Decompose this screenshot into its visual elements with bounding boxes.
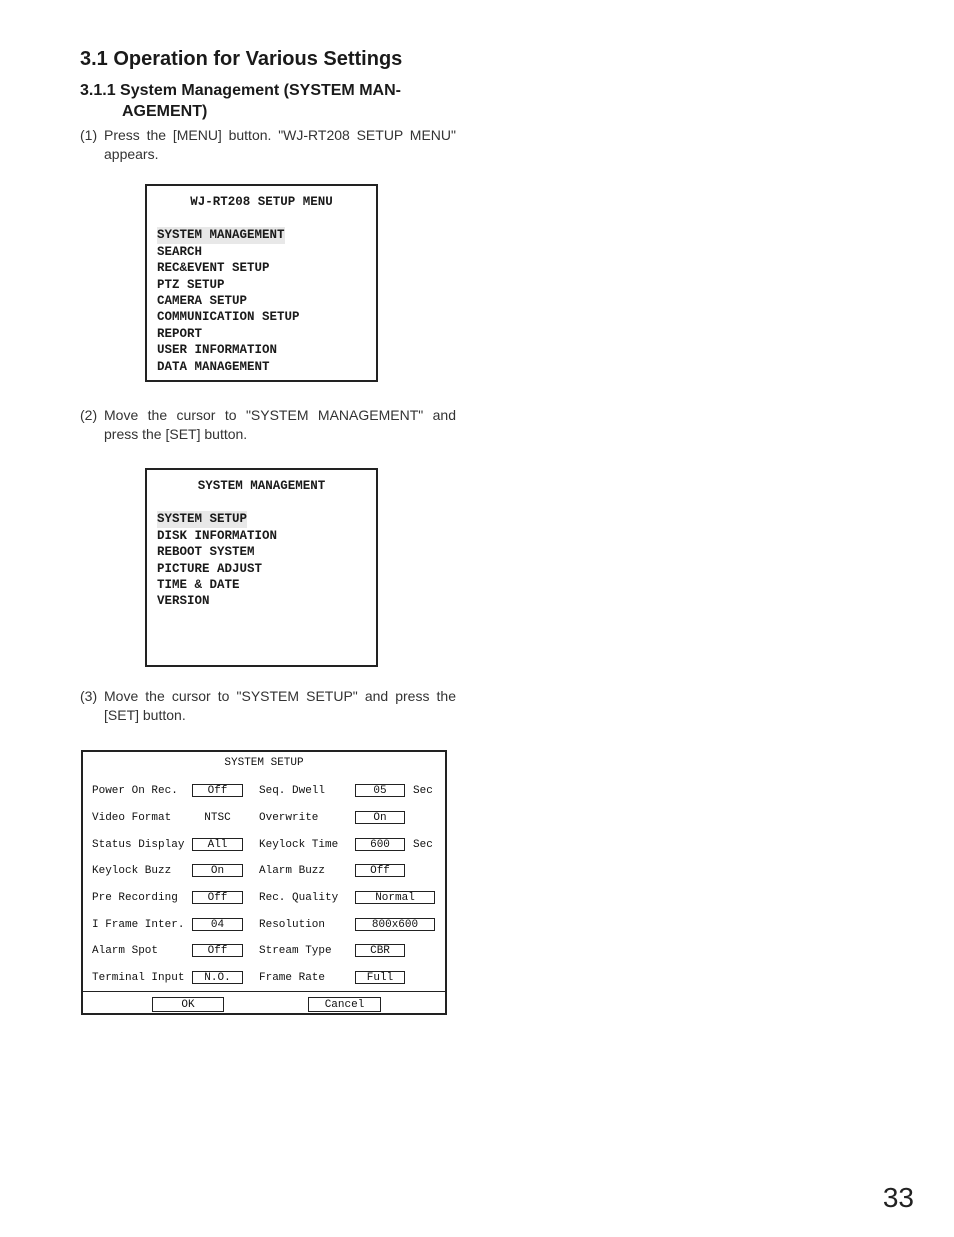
section-heading: 3.1 Operation for Various Settings [80, 48, 403, 70]
system-management-item[interactable]: TIME & DATE [157, 578, 240, 593]
step-text: Move the cursor to "SYSTEM SETUP" and press the [SET] button. [104, 688, 456, 723]
system-setup-screen [81, 750, 447, 1015]
step-number: (3) [80, 688, 98, 704]
step-number: (1) [80, 127, 98, 143]
system-management-list [157, 511, 366, 609]
setting-label: Alarm Spot [92, 945, 159, 957]
setting-value-field[interactable]: Normal [355, 891, 435, 904]
setup-menu-item[interactable]: REPORT [157, 326, 203, 341]
step-2 [80, 406, 456, 444]
system-management-title: SYSTEM MANAGEMENT [197, 479, 326, 493]
system-management-item[interactable]: REBOOT SYSTEM [157, 545, 255, 560]
setting-label: Frame Rate [259, 972, 326, 984]
setup-menu-item[interactable]: REC&EVENT SETUP [157, 261, 270, 276]
unit-label: Sec [413, 839, 433, 851]
setting-value-field[interactable]: Full [355, 971, 405, 984]
setting-label: Overwrite [259, 812, 319, 824]
setting-value-text: NTSC [204, 812, 231, 824]
system-management-item[interactable]: VERSION [157, 594, 210, 609]
setting-value-field[interactable]: Off [192, 944, 243, 957]
setup-menu-item[interactable]: USER INFORMATION [157, 343, 278, 358]
page-number: 33 [882, 1182, 914, 1213]
setting-label: Resolution [259, 919, 326, 931]
setting-value-field[interactable]: N.O. [192, 971, 243, 984]
step-text: Press the [MENU] button. "WJ-RT208 SETUP MENU" appears. [104, 127, 456, 162]
setting-value-field[interactable]: 800x600 [355, 918, 435, 931]
setting-value-field[interactable]: 05 [355, 784, 405, 797]
setup-menu-item[interactable]: CAMERA SETUP [157, 294, 248, 309]
setup-menu-screen [145, 184, 378, 382]
setup-menu-title: WJ-RT208 SETUP MENU [190, 195, 333, 209]
setup-menu-list [157, 227, 366, 375]
setting-label: Terminal Input [92, 972, 185, 984]
system-management-item[interactable] [157, 511, 366, 527]
unit-label: Sec [413, 785, 433, 797]
system-management-screen [145, 468, 378, 667]
ok-button[interactable]: OK [152, 997, 224, 1012]
step-number: (2) [80, 407, 98, 423]
subsection-heading-line1: 3.1.1 System Management (SYSTEM MAN- [80, 82, 401, 99]
system-setup-title: SYSTEM SETUP [224, 757, 304, 769]
setting-label: Rec. Quality [259, 892, 339, 904]
step-3 [80, 687, 456, 725]
cancel-button[interactable]: Cancel [308, 997, 381, 1012]
setup-menu-item[interactable]: DATA MANAGEMENT [157, 359, 270, 374]
setting-label: Status Display [92, 839, 185, 851]
system-management-item[interactable]: PICTURE ADJUST [157, 561, 263, 576]
setup-menu-item[interactable]: COMMUNICATION SETUP [157, 310, 300, 325]
setting-value-field[interactable]: 600 [355, 838, 405, 851]
setting-value-field[interactable]: Off [355, 864, 405, 877]
setting-value-field[interactable]: On [192, 864, 243, 877]
setup-menu-item[interactable]: PTZ SETUP [157, 277, 225, 292]
setting-label: Video Format [92, 812, 172, 824]
setup-menu-item[interactable] [157, 227, 366, 243]
system-management-item[interactable]: DISK INFORMATION [157, 528, 278, 543]
setting-value-field[interactable]: All [192, 838, 243, 851]
step-1 [80, 126, 456, 164]
setting-value-field[interactable]: CBR [355, 944, 405, 957]
subsection-heading [80, 80, 460, 122]
setting-label: Keylock Buzz [92, 865, 172, 877]
setting-value-field[interactable]: 04 [192, 918, 243, 931]
subsection-heading-line2: AGEMENT) [122, 103, 208, 120]
step-text: Move the cursor to "SYSTEM MANAGEMENT" and press the [SET] button. [104, 407, 456, 442]
setup-menu-item[interactable]: SEARCH [157, 244, 203, 259]
setting-value-field[interactable]: Off [192, 891, 243, 904]
setting-value-field[interactable]: Off [192, 784, 243, 797]
setting-label: Power On Rec. [92, 785, 178, 797]
cursor-highlight: SYSTEM SETUP [157, 512, 248, 527]
setting-value-field[interactable]: On [355, 811, 405, 824]
setting-label: Seq. Dwell [259, 785, 326, 797]
setting-label: Keylock Time [259, 839, 339, 851]
setting-label: I Frame Inter. [92, 919, 185, 931]
cursor-highlight: SYSTEM MANAGEMENT [157, 228, 285, 243]
setting-label: Stream Type [259, 945, 332, 957]
setting-label: Alarm Buzz [259, 865, 326, 877]
setting-label: Pre Recording [92, 892, 178, 904]
divider [83, 991, 445, 992]
